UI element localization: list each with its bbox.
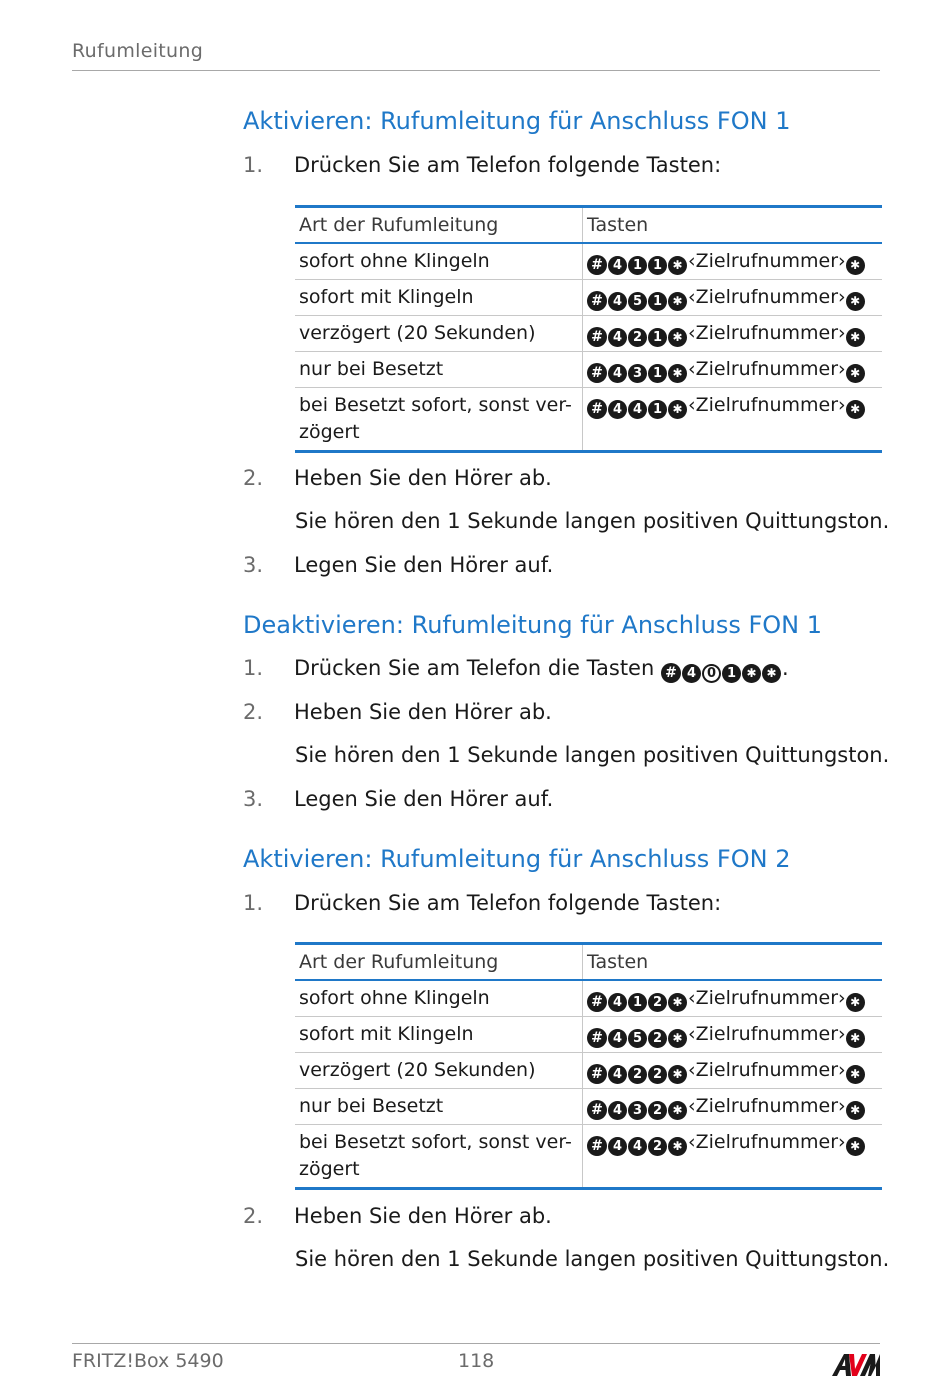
hash-key-icon: # <box>587 327 607 347</box>
step-number: 3. <box>243 787 264 811</box>
step-text: Legen Sie den Hörer auf. <box>294 787 554 811</box>
digit-key-icon: 2 <box>648 1101 667 1120</box>
step-1 <box>243 153 721 177</box>
digit-key-icon: 2 <box>648 1137 667 1156</box>
star-key-icon: ✱ <box>846 400 865 419</box>
star-key-icon: ✱ <box>762 664 781 683</box>
forwarding-type <box>295 1125 583 1189</box>
column-header: Tasten <box>583 944 883 981</box>
hash-key-icon: # <box>587 399 607 419</box>
digit-key-icon: 3 <box>628 364 647 383</box>
star-key-icon: ✱ <box>846 256 865 275</box>
digit-key-icon: 1 <box>648 256 667 275</box>
table-header-row <box>295 207 882 244</box>
target-number-placeholder: ‹Zielrufnummer› <box>688 987 846 1009</box>
digit-key-icon: 5 <box>628 1029 647 1048</box>
header-rule <box>72 70 880 71</box>
forwarding-type: verzögert (20 Sekunden) <box>295 1053 583 1089</box>
digit-key-icon: 1 <box>648 400 667 419</box>
column-header: Tasten <box>583 207 883 244</box>
star-key-icon: ✱ <box>668 400 687 419</box>
forwarding-type-line: bei Besetzt sofort, sonst ver- <box>299 394 572 416</box>
key-sequence <box>583 316 883 352</box>
avm-logo <box>830 1352 880 1378</box>
step-3 <box>243 553 553 577</box>
step-text: Drücken Sie am Telefon die Tasten <box>294 656 655 680</box>
digit-key-icon: 4 <box>608 1065 627 1084</box>
hash-key-icon: # <box>587 1064 607 1084</box>
running-title: Rufumleitung <box>72 40 204 62</box>
star-key-icon: ✱ <box>846 328 865 347</box>
digit-key-icon: 1 <box>628 256 647 275</box>
hash-key-icon: # <box>587 1100 607 1120</box>
forwarding-type <box>295 388 583 452</box>
hash-key-icon: # <box>587 291 607 311</box>
key-sequence <box>583 980 883 1017</box>
step-2 <box>243 466 552 490</box>
step-text: Drücken Sie am Telefon folgende Tasten: <box>294 153 722 177</box>
digit-key-icon: 4 <box>608 400 627 419</box>
step-text: Legen Sie den Hörer auf. <box>294 553 554 577</box>
digit-key-icon: 1 <box>648 292 667 311</box>
step-number: 1. <box>243 656 264 680</box>
star-key-icon: ✱ <box>846 1101 865 1120</box>
step-note: Sie hören den 1 Sekunde langen positiven Quittungston. <box>295 743 890 767</box>
digit-key-icon: 1 <box>648 328 667 347</box>
key-sequence <box>583 243 883 280</box>
star-key-icon: ✱ <box>846 1029 865 1048</box>
digit-key-icon: 3 <box>628 1101 647 1120</box>
star-key-icon: ✱ <box>668 328 687 347</box>
target-number-placeholder: ‹Zielrufnummer› <box>688 1095 846 1117</box>
table-row <box>295 280 882 316</box>
star-key-icon: ✱ <box>668 1029 687 1048</box>
digit-key-icon: 2 <box>628 1065 647 1084</box>
target-number-placeholder: ‹Zielrufnummer› <box>688 1059 846 1081</box>
target-number-placeholder: ‹Zielrufnummer› <box>688 322 846 344</box>
step-text: Heben Sie den Hörer ab. <box>294 1204 552 1228</box>
digit-key-icon: 4 <box>628 400 647 419</box>
section-heading-deactivate-fon1: Deaktivieren: Rufumleitung für Anschluss FON 1 <box>243 611 822 639</box>
target-number-placeholder: ‹Zielrufnummer› <box>688 394 846 416</box>
forwarding-type-line: zögert <box>299 421 360 443</box>
digit-key-icon: 2 <box>628 328 647 347</box>
target-number-placeholder: ‹Zielrufnummer› <box>688 286 846 308</box>
star-key-icon: ✱ <box>668 256 687 275</box>
star-key-icon: ✱ <box>668 1137 687 1156</box>
sentence-end: . <box>781 656 789 680</box>
digit-key-icon: 2 <box>648 993 667 1012</box>
digit-key-icon: 4 <box>608 328 627 347</box>
hash-key-icon: # <box>587 363 607 383</box>
digit-key-icon: 4 <box>608 993 627 1012</box>
star-key-icon: ✱ <box>846 1137 865 1156</box>
hash-key-icon: # <box>661 663 681 683</box>
section-heading-activate-fon1: Aktivieren: Rufumleitung für Anschluss FON 1 <box>243 107 791 135</box>
star-key-icon: ✱ <box>846 364 865 383</box>
step-note: Sie hören den 1 Sekunde langen positiven Quittungston. <box>295 509 890 533</box>
table-row <box>295 316 882 352</box>
forwarding-type-line: zögert <box>299 1158 360 1180</box>
digit-key-icon: 4 <box>682 664 701 683</box>
step-2 <box>243 700 552 724</box>
star-key-icon: ✱ <box>668 1065 687 1084</box>
digit-key-icon: 2 <box>648 1029 667 1048</box>
hash-key-icon: # <box>587 255 607 275</box>
digit-key-icon: 4 <box>608 364 627 383</box>
key-sequence <box>583 1053 883 1089</box>
forwarding-type: sofort mit Klingeln <box>295 1017 583 1053</box>
key-sequence <box>583 1017 883 1053</box>
forwarding-type: sofort ohne Klingeln <box>295 980 583 1017</box>
footer-rule <box>72 1343 880 1344</box>
table-row <box>295 1089 882 1125</box>
section-heading-activate-fon2: Aktivieren: Rufumleitung für Anschluss FON 2 <box>243 845 791 873</box>
table-row <box>295 1125 882 1189</box>
step-text: Heben Sie den Hörer ab. <box>294 700 552 724</box>
table-row <box>295 388 882 452</box>
step-text: Heben Sie den Hörer ab. <box>294 466 552 490</box>
table-row <box>295 1053 882 1089</box>
step-1 <box>243 891 721 915</box>
digit-key-icon: 2 <box>648 1065 667 1084</box>
key-sequence <box>583 388 883 452</box>
star-key-icon: ✱ <box>668 1101 687 1120</box>
step-number: 1. <box>243 891 264 915</box>
digit-key-icon: 1 <box>648 364 667 383</box>
forwarding-type: nur bei Besetzt <box>295 1089 583 1125</box>
table-row <box>295 980 882 1017</box>
target-number-placeholder: ‹Zielrufnummer› <box>688 1131 846 1153</box>
digit-key-icon: 5 <box>628 292 647 311</box>
key-sequence <box>583 1125 883 1189</box>
star-key-icon: ✱ <box>846 1065 865 1084</box>
hash-key-icon: # <box>587 992 607 1012</box>
hash-key-icon: # <box>587 1028 607 1048</box>
step-number: 3. <box>243 553 264 577</box>
step-number: 1. <box>243 153 264 177</box>
column-header: Art der Rufumleitung <box>295 207 583 244</box>
column-header: Art der Rufumleitung <box>295 944 583 981</box>
star-key-icon: ✱ <box>668 993 687 1012</box>
key-sequence <box>583 280 883 316</box>
star-key-icon: ✱ <box>742 664 761 683</box>
forwarding-table-fon1 <box>295 205 882 453</box>
footer-product: FRITZ!Box 5490 <box>72 1350 224 1372</box>
digit-key-icon: 4 <box>608 292 627 311</box>
table-row <box>295 1017 882 1053</box>
page-number: 118 <box>458 1350 495 1372</box>
key-sequence <box>583 352 883 388</box>
digit-key-icon: 1 <box>722 664 741 683</box>
digit-key-icon: 1 <box>628 993 647 1012</box>
forwarding-type: nur bei Besetzt <box>295 352 583 388</box>
step-3 <box>243 787 553 811</box>
step-1 <box>243 656 789 683</box>
key-sequence <box>661 656 782 683</box>
digit-key-icon: 4 <box>608 1137 627 1156</box>
star-key-icon: ✱ <box>668 364 687 383</box>
star-key-icon: ✱ <box>846 993 865 1012</box>
step-text: Drücken Sie am Telefon folgende Tasten: <box>294 891 722 915</box>
target-number-placeholder: ‹Zielrufnummer› <box>688 1023 846 1045</box>
step-number: 2. <box>243 466 264 490</box>
table-header-row <box>295 944 882 981</box>
forwarding-type: verzögert (20 Sekunden) <box>295 316 583 352</box>
step-2 <box>243 1204 552 1228</box>
forwarding-table-fon2 <box>295 942 882 1190</box>
digit-key-icon: 4 <box>608 1029 627 1048</box>
digit-key-icon: 4 <box>628 1137 647 1156</box>
step-number: 2. <box>243 1204 264 1228</box>
digit-key-icon: 4 <box>608 256 627 275</box>
star-key-icon: ✱ <box>668 292 687 311</box>
forwarding-type: sofort ohne Klingeln <box>295 243 583 280</box>
key-sequence <box>583 1089 883 1125</box>
table-row <box>295 352 882 388</box>
step-number: 2. <box>243 700 264 724</box>
table-row <box>295 243 882 280</box>
digit-key-icon: 4 <box>608 1101 627 1120</box>
star-key-icon: ✱ <box>846 292 865 311</box>
hash-key-icon: # <box>587 1136 607 1156</box>
target-number-placeholder: ‹Zielrufnummer› <box>688 250 846 272</box>
forwarding-type: sofort mit Klingeln <box>295 280 583 316</box>
digit-key-icon: 0 <box>702 664 721 683</box>
step-note: Sie hören den 1 Sekunde langen positiven Quittungston. <box>295 1247 890 1271</box>
target-number-placeholder: ‹Zielrufnummer› <box>688 358 846 380</box>
forwarding-type-line: bei Besetzt sofort, sonst ver- <box>299 1131 572 1153</box>
